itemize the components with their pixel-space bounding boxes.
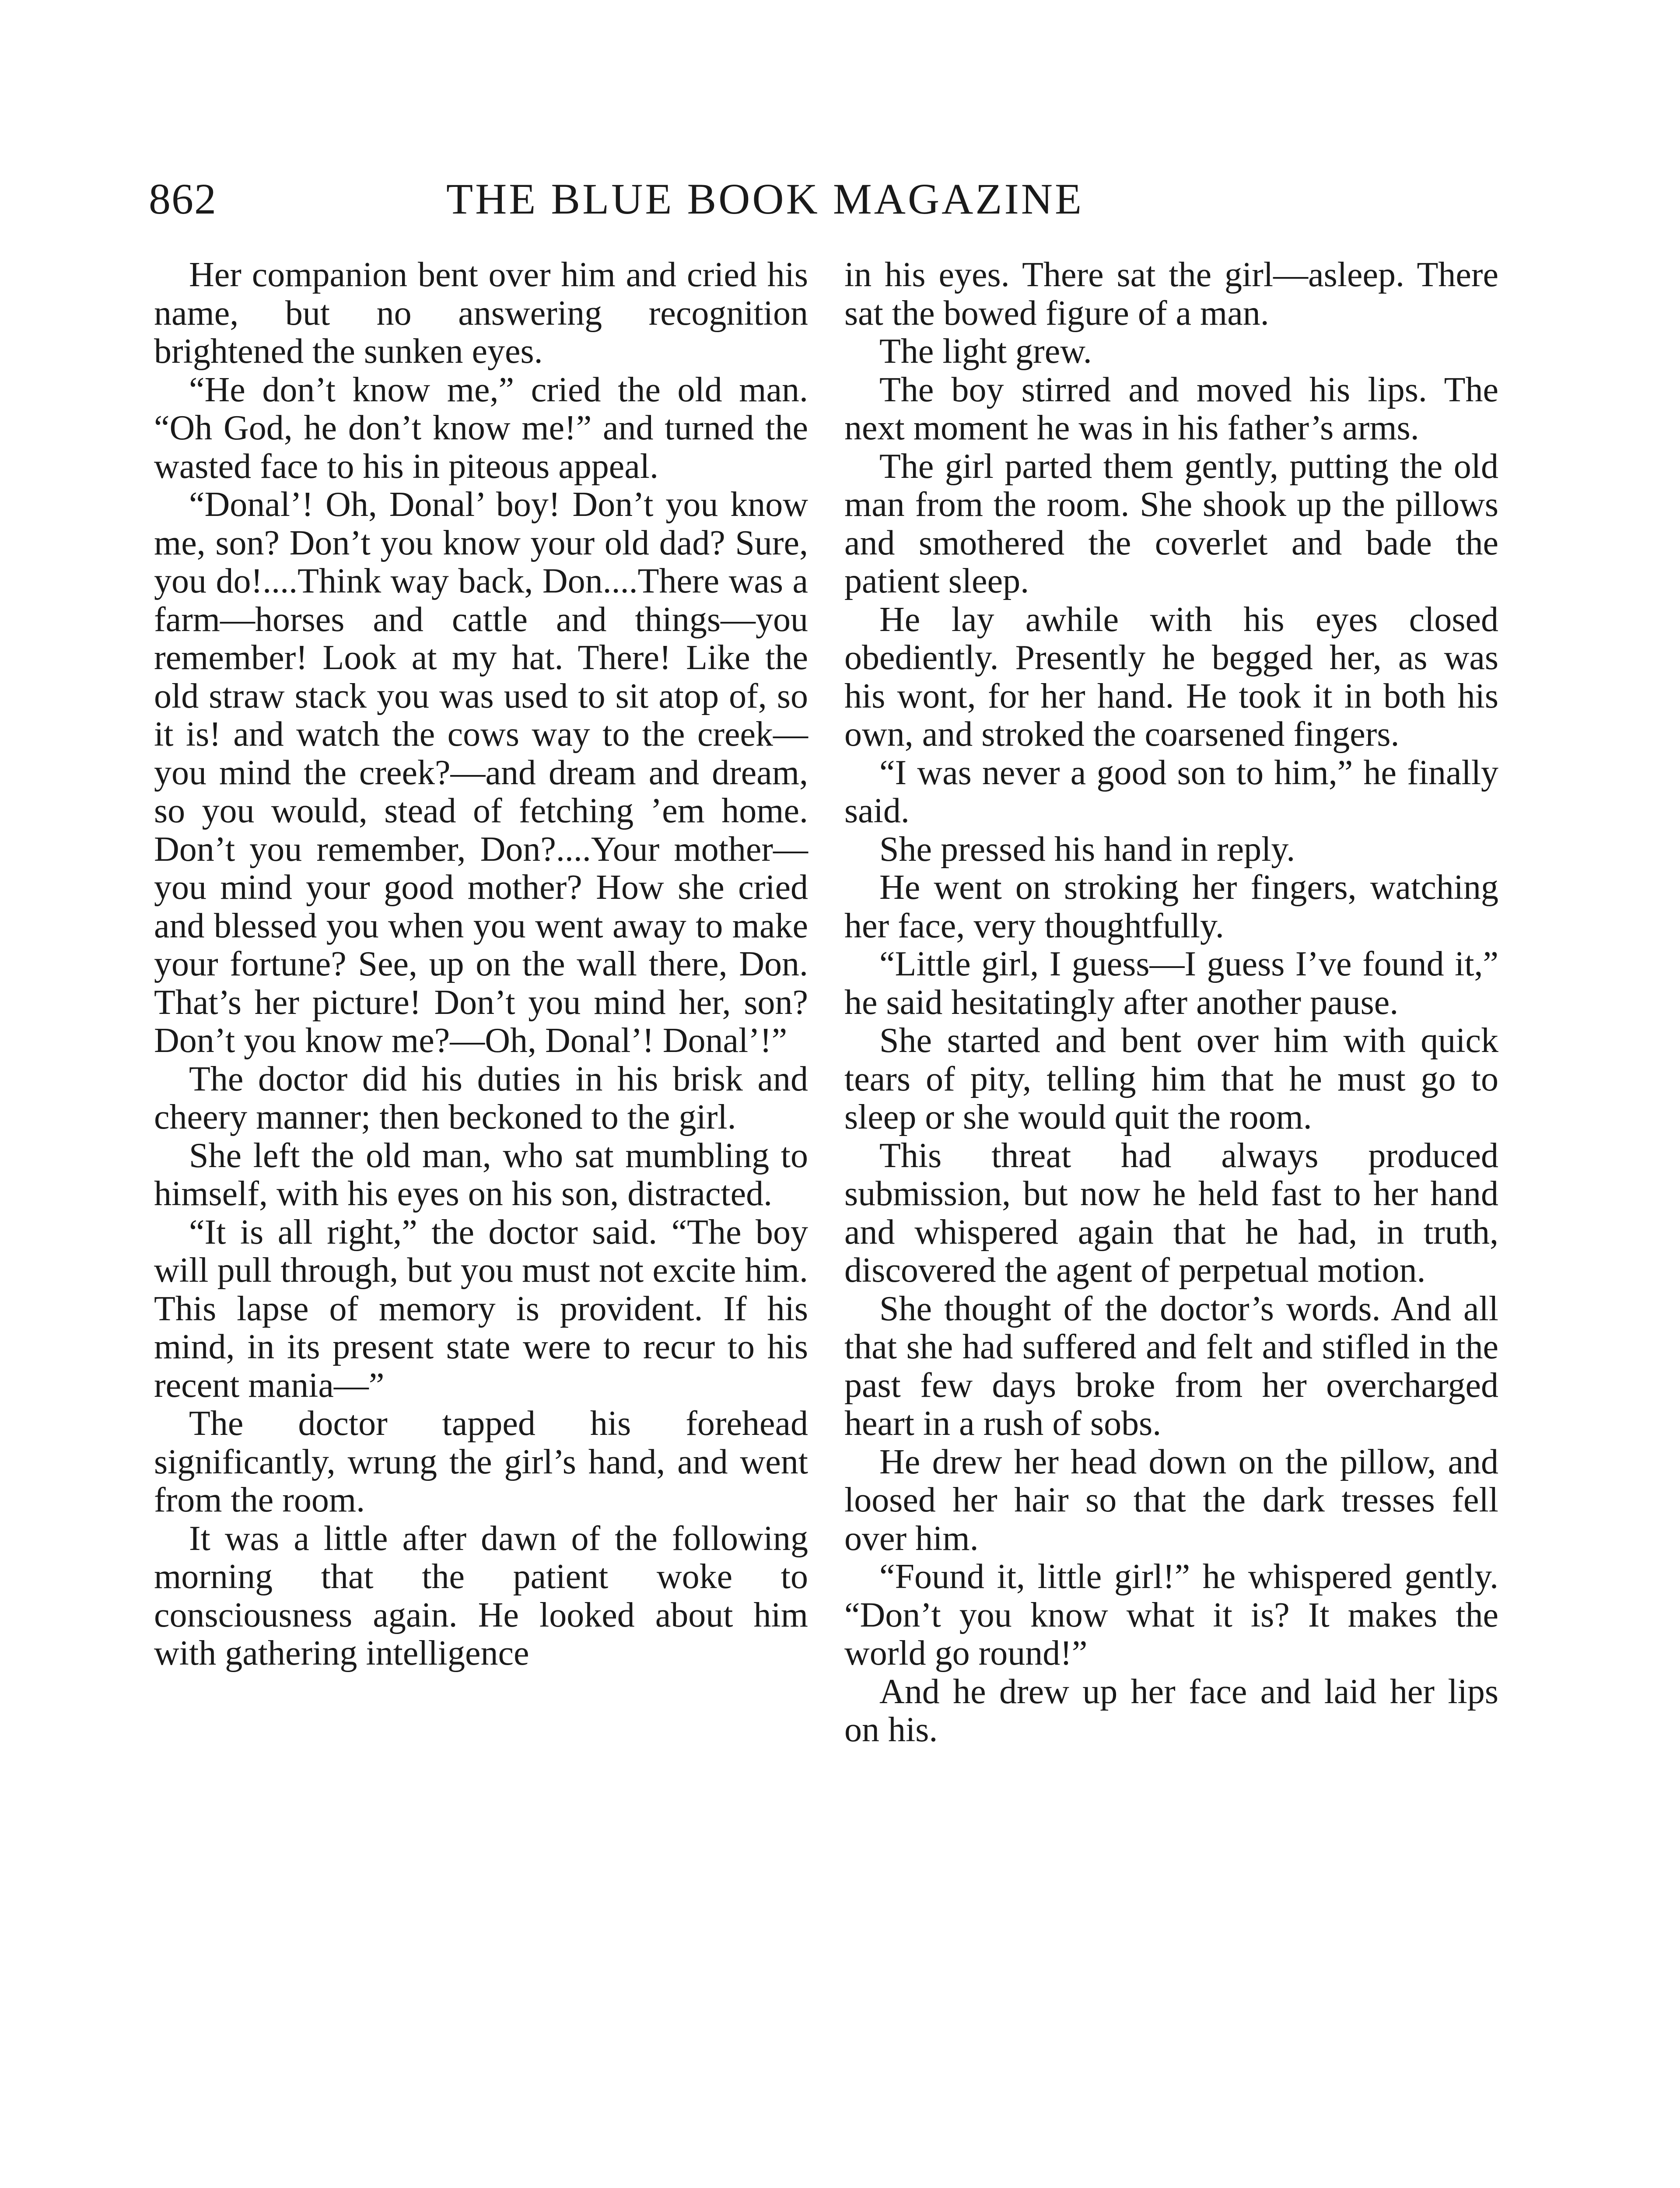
paragraph: “I was never a good son to him,” he finally said.	[844, 753, 1498, 830]
paragraph: She pressed his hand in reply.	[879, 830, 1295, 869]
paragraph: Her companion bent over him and cried his name, but no answering recognition brightened the sunken eyes.	[154, 256, 808, 371]
paragraph: It was a little after dawn of the following morning that the patient woke to consciousness again. He looked about him with gathering intelligence	[154, 1519, 808, 1673]
paragraph: This threat had always produced submission, but now he held fast to her hand and whispered again that he had, in truth, discovered the agent of perpetual motion.	[844, 1136, 1498, 1290]
paragraph: The light grew.	[879, 332, 1092, 371]
right-column	[844, 256, 1498, 1750]
paragraph: She thought of the doctor’s words. And all that she had suffered and felt and stifled in the past few days broke from her overcharged heart in a rush of sobs.	[844, 1289, 1498, 1443]
paragraph: The boy stirred and moved his lips. The next moment he was in his father’s arms.	[844, 370, 1498, 447]
paragraph: He lay awhile with his eyes closed obediently. Presently he begged her, as was his wont, for her hand. He took it in both his own, and stroked the coarsened fingers.	[844, 600, 1498, 754]
paragraph: He went on stroking her fingers, watching her face, very thoughtfully.	[844, 868, 1498, 945]
running-title: THE BLUE BOOK MAGAZINE	[446, 175, 1084, 223]
left-column	[154, 256, 808, 1673]
paragraph: She started and bent over him with quick tears of pity, telling him that he must go to sleep or she would quit the room.	[844, 1021, 1498, 1136]
paragraph: And he drew up her face and laid her lips on his.	[844, 1672, 1498, 1749]
paragraph: She left the old man, who sat mumbling to himself, with his eyes on his son, distracted.	[154, 1136, 808, 1213]
paragraph: “Little girl, I guess—I guess I’ve found it,” he said hesitatingly after another pause.	[844, 945, 1498, 1022]
paragraph: “Found it, little girl!” he whispered gently. “Don’t you know what it is? It makes the world go round!”	[844, 1557, 1498, 1673]
page-header	[144, 173, 1194, 243]
paragraph: “It is all right,” the doctor said. “The boy will pull through, but you must not excite him. This lapse of memory is provident. If his mind, in its present state were to recur to his recent mania—”	[154, 1213, 808, 1405]
page-number: 862	[149, 175, 217, 223]
paragraph: The doctor tapped his forehead significantly, wrung the girl’s hand, and went from the room.	[154, 1404, 808, 1519]
paragraph: in his eyes. There sat the girl—asleep. There sat the bowed figure of a man.	[844, 256, 1498, 333]
paragraph: The doctor did his duties in his brisk and cheery manner; then beckoned to the girl.	[154, 1059, 808, 1136]
paragraph: He drew her head down on the pillow, and loosed her hair so that the dark tresses fell over him.	[844, 1442, 1498, 1558]
paragraph: “He don’t know me,” cried the old man. “Oh God, he don’t know me!” and turned the wasted face to his in piteous appeal.	[154, 370, 808, 486]
paragraph: “Donal’! Oh, Donal’ boy! Don’t you know me, son? Don’t you know your old dad? Sure, you do!....Think way back, Don....There was a farm—horses and cattle and things—you remember! Look at my hat. There! Like the old straw stack you was used to sit atop of, so it is! and watch the cows way to the creek—you mind the creek?—and dream and dream, so you would, stead of fetching ’em home. Don’t you remember, Don?....Your mother—you mind your good mother? How she cried and blessed you when you went away to make your fortune? See, up on the wall there, Don. That’s her picture! Don’t you mind her, son? Don’t you know me?—Oh, Donal’! Donal’!”	[154, 485, 808, 1060]
paragraph: The girl parted them gently, putting the old man from the room. She shook up the pillows and smothered the coverlet and bade the patient sleep.	[844, 447, 1498, 600]
